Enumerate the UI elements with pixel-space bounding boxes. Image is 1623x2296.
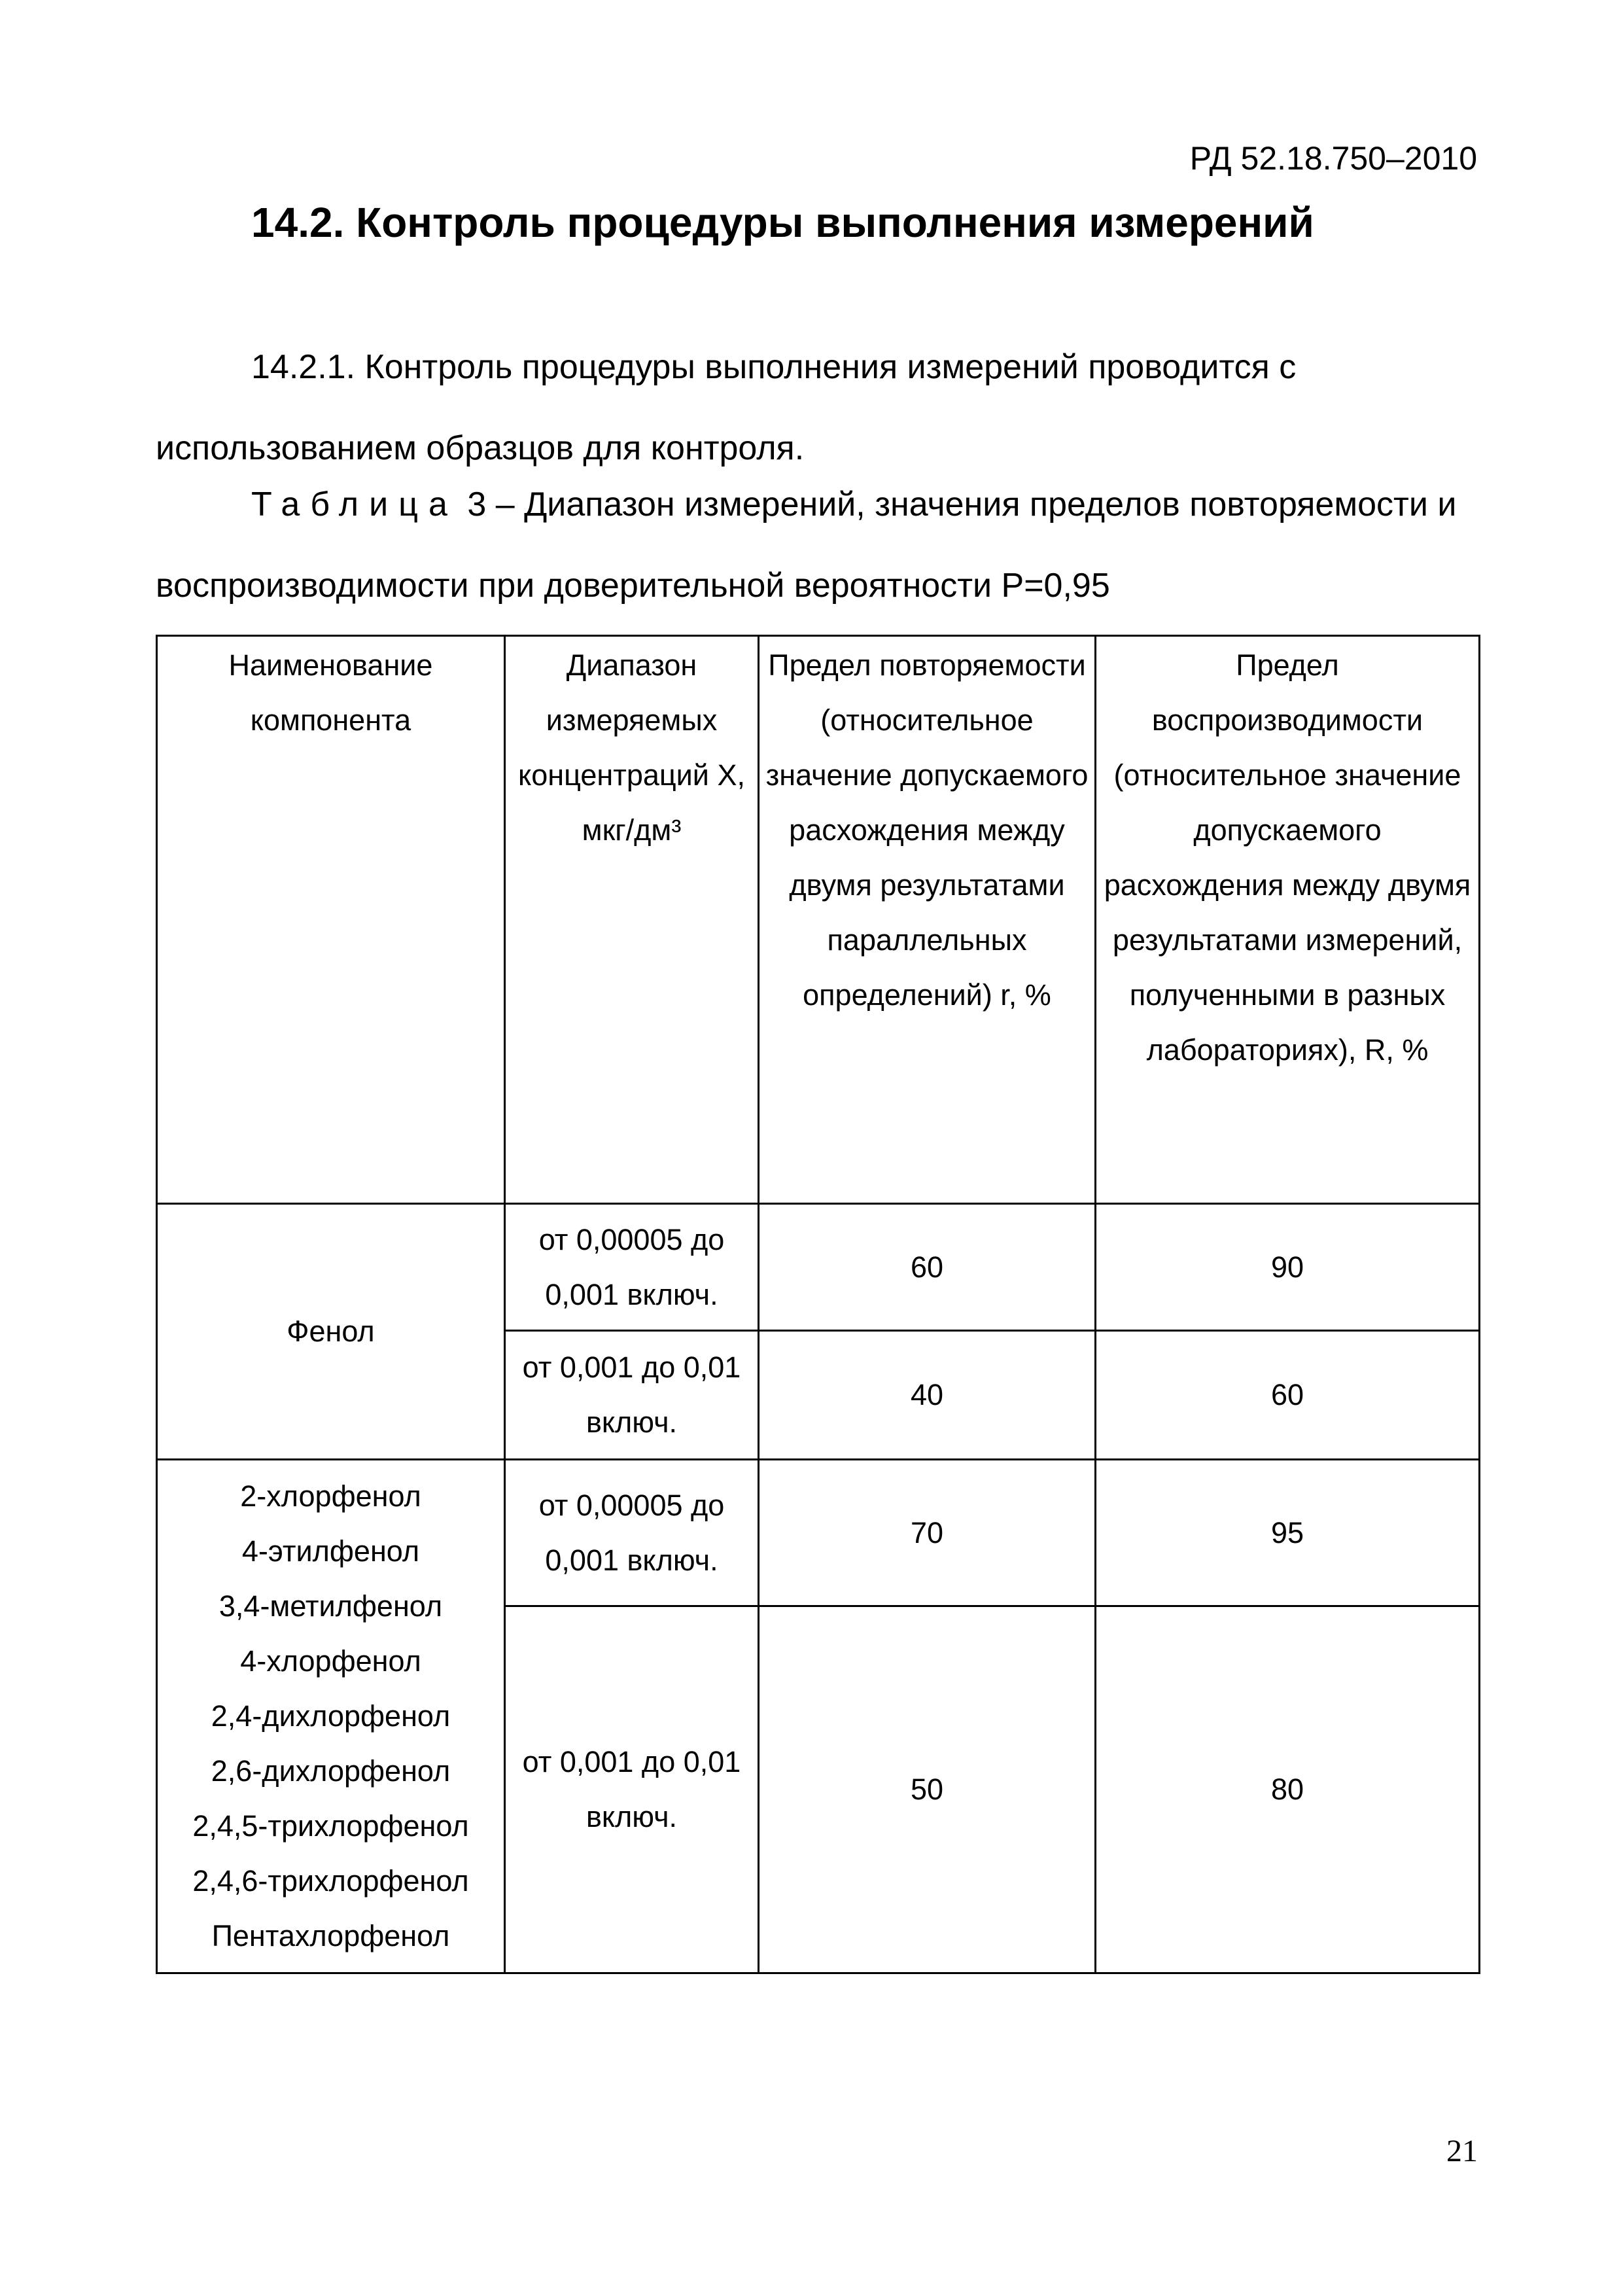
table-row <box>157 1460 1480 1606</box>
table-row <box>157 1204 1480 1331</box>
range-cell: от 0,001 до 0,01 включ. <box>505 1331 759 1460</box>
component-name: 3,4-метилфенол <box>218 1589 443 1623</box>
reproducibility-value: 95 <box>1096 1460 1480 1606</box>
repeatability-value: 70 <box>759 1460 1096 1606</box>
repeatability-value: 60 <box>759 1204 1096 1331</box>
component-name: Пентахлорфенол <box>211 1919 450 1952</box>
range-cell: от 0,001 до 0,01 включ. <box>505 1606 759 1973</box>
measurement-limits-table <box>156 635 1480 1974</box>
component-name-phenol: Фенол <box>157 1204 505 1460</box>
document-code: РД 52.18.750–2010 <box>1189 140 1477 177</box>
header-reproducibility: Предел воспроизводимости (относительное значение допускаемого расхождения между двумя результатами измерений, полученными в разных лабораториях), R, % <box>1096 636 1480 1204</box>
reproducibility-value: 90 <box>1096 1204 1480 1331</box>
component-name: 2,6-дихлорфенол <box>211 1754 451 1788</box>
header-component: Наименование компонента <box>157 636 505 1204</box>
table-header-row <box>157 636 1480 1204</box>
header-repeatability: Предел повторяемости (относительное значение допускаемого расхождения между двумя результатами параллельных определений) r, % <box>759 636 1096 1204</box>
paragraph-text: 14.2.1. Контроль процедуры выполнения измерений проводится с использованием образцов для контроля. <box>156 348 1297 467</box>
reproducibility-value: 60 <box>1096 1331 1480 1460</box>
table-caption-text: 3 – Диапазон измерений, значения пределов повторяемости и воспроизводимости при доверительной вероятности Р=0,95 <box>156 486 1457 605</box>
component-name: 4-этилфенол <box>241 1534 420 1568</box>
component-name: 2,4,6-трихлорфенол <box>192 1864 469 1898</box>
header-range: Диапазон измеряемых концентраций X, мкг/дм³ <box>505 636 759 1204</box>
table-caption-label: Таблица <box>251 486 458 523</box>
range-cell: от 0,00005 до 0,001 включ. <box>505 1460 759 1606</box>
section-title: 14.2. Контроль процедуры выполнения измерений <box>251 199 1314 246</box>
component-name: 4-хлорфенол <box>240 1644 421 1678</box>
range-cell: от 0,00005 до 0,001 включ. <box>505 1204 759 1331</box>
reproducibility-value: 80 <box>1096 1606 1480 1973</box>
table-caption <box>156 464 1477 626</box>
component-list-chlorophenols <box>157 1460 505 1973</box>
component-name: 2,4-дихлорфенол <box>211 1699 451 1733</box>
page-number: 21 <box>1446 2134 1478 2168</box>
component-name: 2,4,5-трихлорфенол <box>192 1809 469 1843</box>
repeatability-value: 50 <box>759 1606 1096 1973</box>
repeatability-value: 40 <box>759 1331 1096 1460</box>
component-name: 2-хлорфенол <box>240 1479 421 1513</box>
